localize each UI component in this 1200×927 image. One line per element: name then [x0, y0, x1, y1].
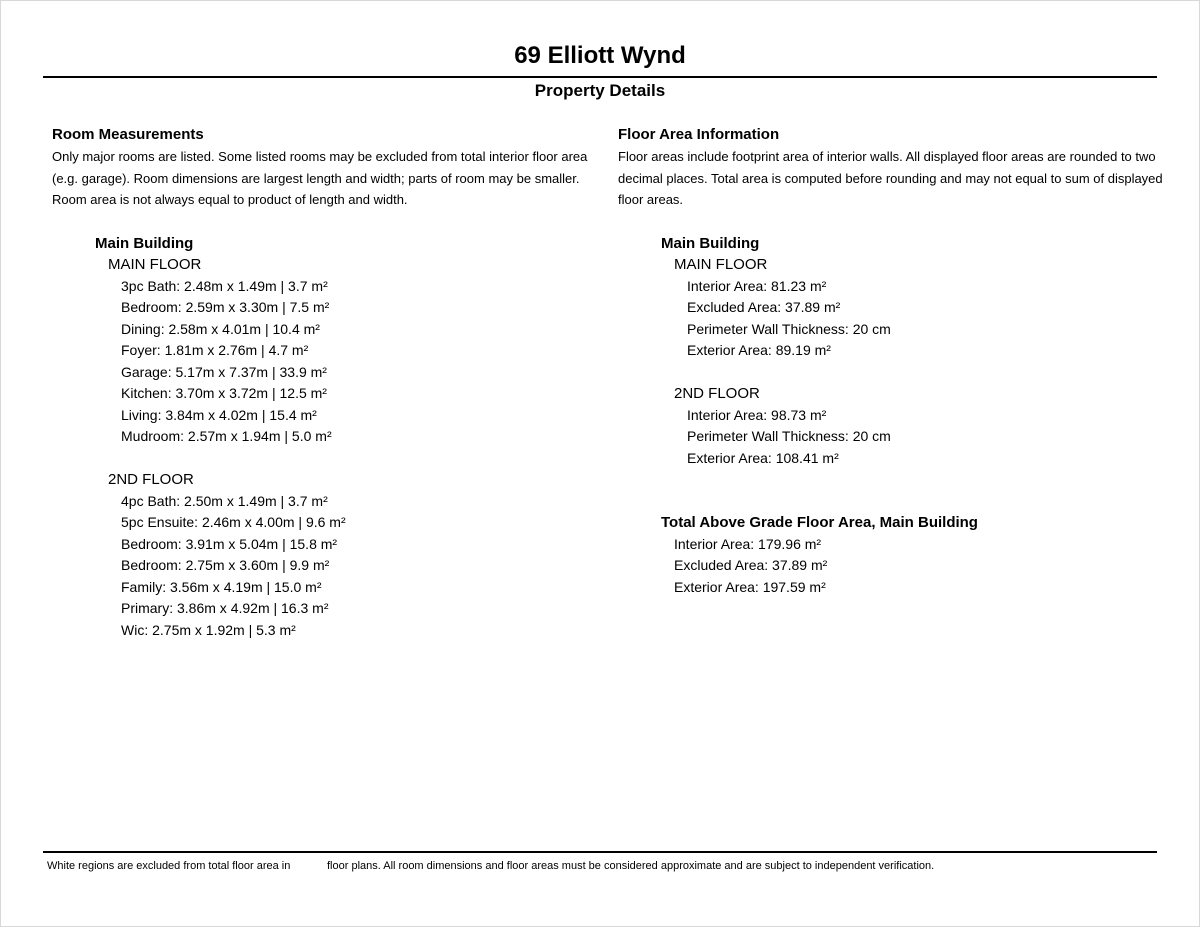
- area-building-block: [618, 233, 1168, 599]
- area-building-title: Main Building: [661, 234, 760, 252]
- area-item: Interior Area: 98.73 m²: [687, 406, 827, 423]
- room-item: Bedroom: 2.75m x 3.60m | 9.9 m²: [121, 557, 330, 573]
- area-floor-second: [661, 383, 1168, 469]
- page-title: 69 Elliott Wynd: [514, 42, 686, 69]
- floor-area-heading: Floor Area Information: [618, 126, 780, 143]
- room-item: Wic: 2.75m x 1.92m | 5.3 m²: [121, 621, 296, 638]
- room-item: Living: 3.84m x 4.02m | 15.4 m²: [121, 406, 317, 423]
- room-item: 3pc Bath: 2.48m x 1.49m | 3.7 m²: [121, 277, 328, 294]
- area-item: Perimeter Wall Thickness: 20 cm: [687, 428, 891, 444]
- total-area-item: Exterior Area: 197.59 m²: [674, 578, 826, 595]
- floor-area-description: Floor areas include footprint area of interior walls. All displayed floor areas are rounded to two decimal places. Total area is computed before rounding and may not equal to sum of displayed floor areas.: [618, 149, 1163, 207]
- total-area-title: Total Above Grade Floor Area, Main Building: [661, 514, 978, 531]
- area-item: Perimeter Wall Thickness: 20 cm: [687, 320, 891, 337]
- area-floor-main: [661, 254, 1168, 362]
- room-item: Bedroom: 2.59m x 3.30m | 7.5 m²: [121, 299, 330, 315]
- room-item: Foyer: 1.81m x 2.76m | 4.7 m²: [121, 342, 309, 358]
- total-area-block: [661, 512, 1168, 598]
- area-floor-title: 2ND FLOOR: [674, 385, 760, 402]
- room-measurements-description: Only major rooms are listed. Some listed rooms may be excluded from total interior floor area (e.g. garage). Room dimensions are largest length and width; parts of room may be smaller. Room area is not always equal to product of length and width.: [52, 149, 588, 207]
- page-subtitle: Property Details: [534, 81, 666, 100]
- room-floor-title: 2ND FLOOR: [108, 471, 194, 488]
- room-item: Kitchen: 3.70m x 3.72m | 12.5 m²: [121, 385, 327, 401]
- footer-divider: [43, 851, 1157, 853]
- area-item: Excluded Area: 37.89 m²: [687, 299, 841, 315]
- room-item: Family: 3.56m x 4.19m | 15.0 m²: [121, 578, 322, 595]
- room-item: Dining: 2.58m x 4.01m | 10.4 m²: [121, 320, 320, 337]
- area-floor-title: MAIN FLOOR: [674, 256, 768, 273]
- footer-disclaimer-right: floor plans. All room dimensions and floor areas must be considered approximate and are subject to independent verification.: [327, 860, 935, 872]
- area-item: Exterior Area: 108.41 m²: [687, 449, 839, 466]
- area-item: Exterior Area: 89.19 m²: [687, 342, 831, 358]
- room-item: Primary: 3.86m x 4.92m | 16.3 m²: [121, 600, 329, 616]
- spacer: [661, 469, 1168, 512]
- spacer: [661, 362, 1168, 384]
- total-area-item: Excluded Area: 37.89 m²: [674, 557, 828, 573]
- room-floor-title: MAIN FLOOR: [108, 256, 202, 273]
- room-floor-main: [95, 254, 597, 448]
- room-measurements-heading: Room Measurements: [52, 126, 204, 143]
- room-building-title: Main Building: [95, 234, 194, 252]
- title-divider: [43, 76, 1157, 78]
- room-measurements-section: [52, 125, 597, 641]
- footer-disclaimer-left: White regions are excluded from total floor area in: [47, 860, 291, 872]
- floor-area-section: [618, 125, 1168, 598]
- total-area-item: Interior Area: 179.96 m²: [674, 535, 822, 552]
- room-building-block: [52, 233, 597, 642]
- room-floor-second: [95, 469, 597, 641]
- room-item: Garage: 5.17m x 7.37m | 33.9 m²: [121, 363, 327, 380]
- room-item: Mudroom: 2.57m x 1.94m | 5.0 m²: [121, 428, 332, 444]
- room-item: 5pc Ensuite: 2.46m x 4.00m | 9.6 m²: [121, 514, 346, 530]
- spacer: [95, 448, 597, 470]
- room-item: Bedroom: 3.91m x 5.04m | 15.8 m²: [121, 535, 338, 552]
- area-item: Interior Area: 81.23 m²: [687, 277, 827, 294]
- room-item: 4pc Bath: 2.50m x 1.49m | 3.7 m²: [121, 492, 328, 509]
